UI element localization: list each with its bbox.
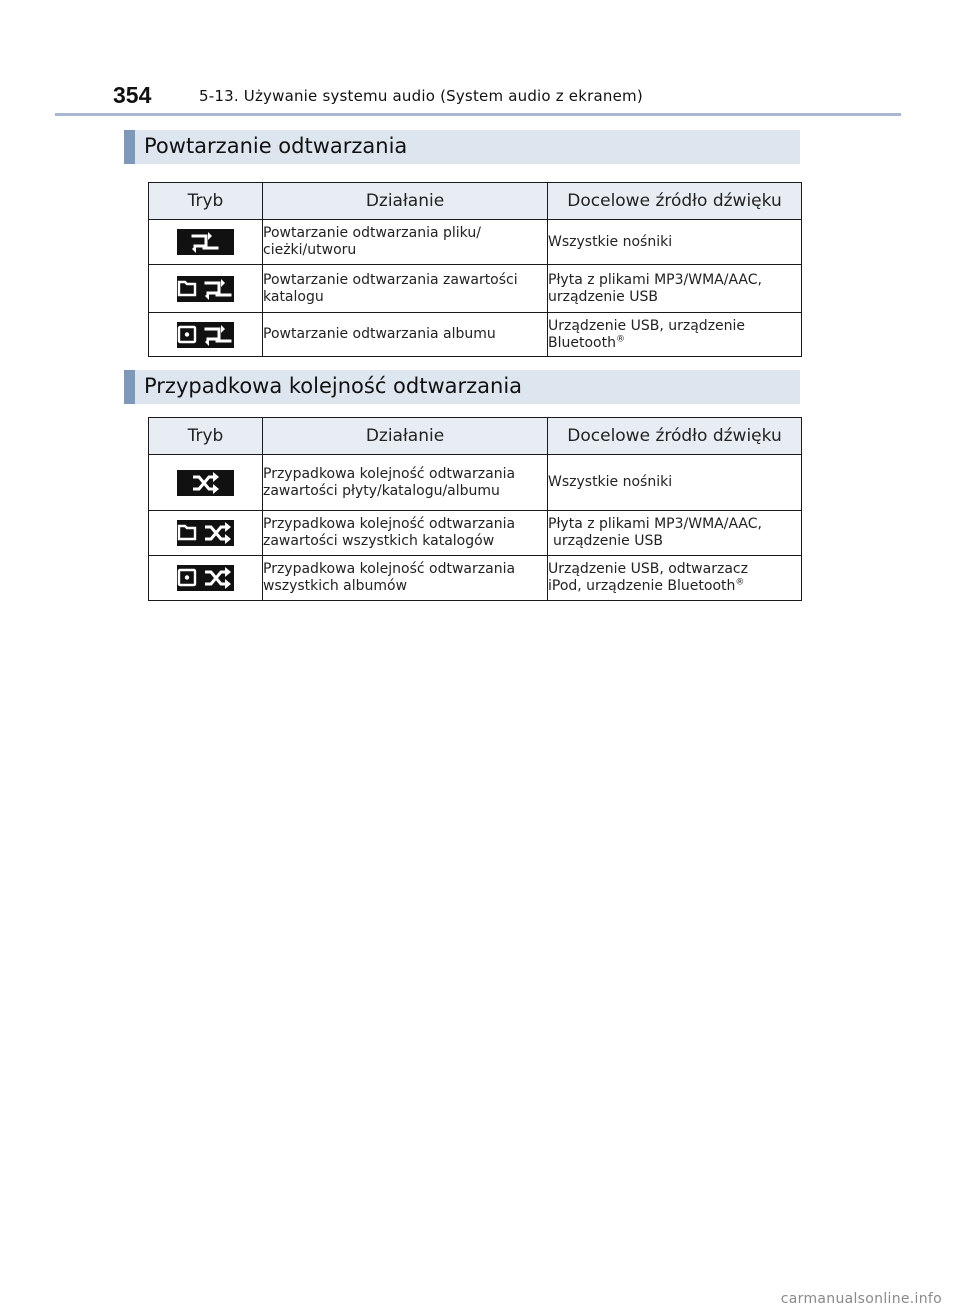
column-header-mode: Tryb — [149, 418, 263, 455]
page-header — [0, 0, 960, 120]
action-text: cieżki/utworu — [263, 242, 357, 258]
action-cell — [263, 556, 548, 601]
source-cell — [548, 220, 802, 265]
source-cell — [548, 313, 802, 357]
source-text: Wszystkie nośniki — [548, 474, 673, 490]
action-text: Przypadkowa kolejność odtwarzania — [263, 516, 516, 532]
mode-cell — [149, 556, 263, 601]
table-row — [149, 556, 802, 601]
repeat-folder-icon — [177, 276, 234, 302]
source-text: iPod, urządzenie Bluetooth — [548, 578, 736, 594]
source-text: Urządzenie USB, odtwarzacz — [548, 561, 748, 577]
action-text: zawartości płyty/katalogu/albumu — [263, 482, 500, 499]
random-modes-table — [148, 417, 802, 601]
action-cell — [263, 265, 548, 313]
registered-mark: ® — [735, 577, 745, 588]
column-header-action: Działanie — [263, 418, 548, 455]
source-text: Urządzenie USB, urządzenie — [548, 317, 746, 334]
section-title: Przypadkowa kolejność odtwarzania — [144, 374, 523, 398]
table-row — [149, 220, 802, 265]
section-title: Powtarzanie odtwarzania — [144, 134, 408, 158]
table-row — [149, 313, 802, 357]
mode-cell — [149, 313, 263, 357]
watermark: carmanualsonline.info — [780, 1291, 942, 1307]
column-header-source: Docelowe źródło dźwięku — [548, 183, 802, 220]
table-row — [149, 265, 802, 313]
repeat-track-icon — [177, 229, 234, 255]
section-heading-repeat — [124, 130, 800, 164]
action-text: wszystkich albumów — [263, 578, 408, 594]
source-text: Bluetooth — [548, 334, 616, 351]
action-text: Powtarzanie odtwarzania pliku/ — [263, 225, 481, 241]
header-divider — [55, 113, 901, 116]
mode-cell — [149, 455, 263, 511]
table-row — [149, 455, 802, 511]
column-header-action: Działanie — [263, 183, 548, 220]
action-text: zawartości wszystkich katalogów — [263, 533, 495, 549]
section-heading-random — [124, 370, 800, 404]
mode-cell — [149, 511, 263, 556]
column-header-source: Docelowe źródło dźwięku — [548, 418, 802, 455]
page-number: 354 — [113, 82, 152, 108]
source-text: Płyta z plikami MP3/WMA/AAC, — [548, 271, 762, 288]
source-cell — [548, 556, 802, 601]
chapter-title: 5-13. Używanie systemu audio (System audio z ekranem) — [199, 87, 643, 105]
shuffle-icon — [177, 470, 234, 496]
action-cell — [263, 313, 548, 357]
table-header-row — [149, 418, 802, 455]
action-cell — [263, 455, 548, 511]
source-text: Wszystkie nośniki — [548, 233, 673, 250]
table-row — [149, 511, 802, 556]
action-text: Powtarzanie odtwarzania zawartości — [263, 271, 518, 288]
action-text: katalogu — [263, 288, 324, 305]
action-cell — [263, 220, 548, 265]
column-header-mode: Tryb — [149, 183, 263, 220]
action-text: Powtarzanie odtwarzania albumu — [263, 326, 496, 342]
mode-cell — [149, 220, 263, 265]
action-cell — [263, 511, 548, 556]
repeat-album-icon — [177, 322, 234, 348]
source-cell — [548, 265, 802, 313]
source-cell — [548, 455, 802, 511]
source-text: urządzenie USB — [553, 533, 663, 549]
source-text: Płyta z plikami MP3/WMA/AAC, — [548, 516, 762, 532]
action-text: Przypadkowa kolejność odtwarzania — [263, 465, 516, 482]
mode-cell — [149, 265, 263, 313]
source-cell — [548, 511, 802, 556]
registered-mark: ® — [615, 333, 625, 344]
shuffle-album-icon — [177, 565, 234, 591]
repeat-modes-table — [148, 182, 802, 357]
action-text: Przypadkowa kolejność odtwarzania — [263, 561, 516, 577]
source-text: urządzenie USB — [548, 288, 658, 305]
table-header-row — [149, 183, 802, 220]
shuffle-folder-icon — [177, 520, 234, 546]
